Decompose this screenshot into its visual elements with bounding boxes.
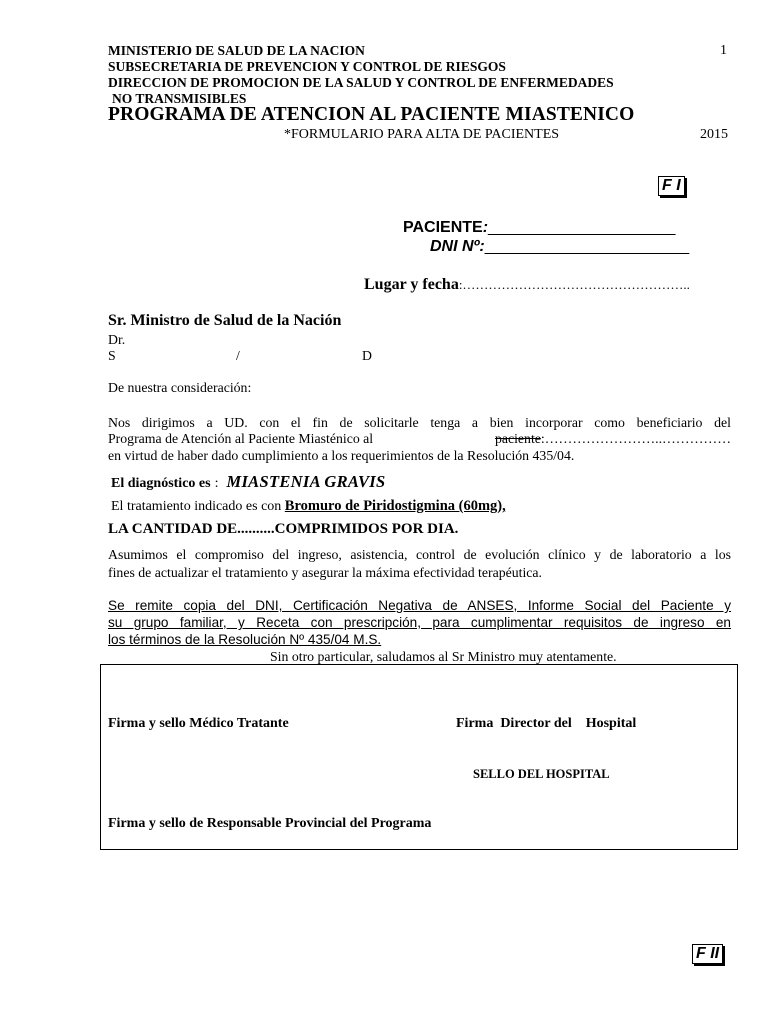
form-code-badge-fi: F I	[658, 176, 685, 196]
treatment-drug: Bromuro de Piridostigmina (60mg),	[284, 498, 506, 514]
request-line-2-text: Programa de Atención al Paciente Miasténico al	[108, 431, 374, 446]
diagnosis-value: MIASTENIA GRAVIS	[226, 472, 386, 491]
patient-label: PACIENTE	[403, 219, 483, 236]
signature-responsable: Firma y sello de Responsable Provincial del Programa	[108, 816, 432, 831]
request-line-2	[108, 430, 731, 447]
dni-line: ________________________	[484, 238, 689, 255]
treatment-text: El tratamiento indicado es con	[111, 499, 282, 514]
request-line-1: Nos dirigimos a UD. con el fin de solicitarle tenga a bien incorporar como beneficiario del	[108, 415, 731, 430]
salutation-slash: /	[236, 348, 240, 363]
header-ministry: MINISTERIO DE SALUD DE LA NACION	[108, 43, 365, 58]
header-subsecretaria: SUBSECRETARIA DE PREVENCION Y CONTROL DE RIESGOS	[108, 59, 506, 74]
hospital-seal: SELLO DEL HOSPITAL	[473, 767, 610, 781]
paciente-dots: :……………………..……………	[540, 431, 731, 446]
form-subtitle: *FORMULARIO PARA ALTA DE PACIENTES	[284, 127, 560, 142]
salutation-d: D	[362, 348, 372, 363]
form-year: 2015	[700, 127, 728, 142]
remite-line-2: su grupo familiar, y Receta con prescripción, para cumplimentar requisitos de ingreso en	[108, 615, 731, 630]
diagnosis-label: El diagnóstico es	[111, 476, 211, 491]
salutation-s: S	[108, 348, 116, 363]
signature-director: Firma Director del Hospital	[456, 716, 637, 731]
signature-medico: Firma y sello Médico Tratante	[108, 716, 289, 731]
patient-line: ______________________	[488, 219, 676, 236]
commitment-line-2: fines de actualizar el tratamiento y asegurar la máxima efectividad terapéutica.	[108, 565, 542, 580]
lugar-fecha-field[interactable]	[364, 276, 690, 294]
page-number: 1	[720, 43, 727, 58]
closing-line: Sin otro particular, saludamos al Sr Ministro muy atentamente.	[270, 649, 617, 664]
patient-inline-field[interactable]	[495, 430, 731, 447]
addressee: Sr. Ministro de Salud de la Nación	[108, 312, 342, 329]
salutation-dr: Dr.	[108, 332, 126, 347]
lugar-fecha-label: Lugar y fecha	[364, 276, 459, 293]
daily-quantity: LA CANTIDAD DE..........COMPRIMIDOS POR DIA.	[108, 521, 459, 537]
dni-label: DNI Nº:	[430, 238, 485, 255]
diagnosis-row	[111, 472, 386, 492]
lugar-fecha-dots: :……………………………………………..	[458, 277, 690, 292]
greeting: De nuestra consideración:	[108, 380, 252, 395]
treatment-row	[111, 498, 506, 515]
header-direccion: DIRECCION DE PROMOCION DE LA SALUD Y CONTROL DE ENFERMEDADES	[108, 75, 614, 90]
patient-name-field[interactable]	[403, 219, 675, 237]
patient-colon: :	[482, 219, 489, 236]
header-no-transmisibles: NO TRANSMISIBLES	[112, 91, 247, 106]
diagnosis-colon: :	[214, 476, 219, 491]
program-title: PROGRAMA DE ATENCION AL PACIENTE MIASTENICO	[108, 104, 635, 125]
form-code-badge-fii: F II	[692, 944, 723, 964]
remite-line-1: Se remite copia del DNI, Certificación Negativa de ANSES, Informe Social del Paciente y	[108, 598, 731, 613]
paciente-word: paciente	[494, 431, 541, 446]
commitment-line-1: Asumimos el compromiso del ingreso, asistencia, control de evolución clínico y de laboratorio a los	[108, 547, 731, 562]
dni-field[interactable]	[430, 238, 689, 256]
request-line-3: en virtud de haber dado cumplimiento a los requerimientos de la Resolución 435/04.	[108, 448, 575, 463]
remite-line-3: los términos de la Resolución Nº 435/04 M.S.	[108, 632, 382, 647]
